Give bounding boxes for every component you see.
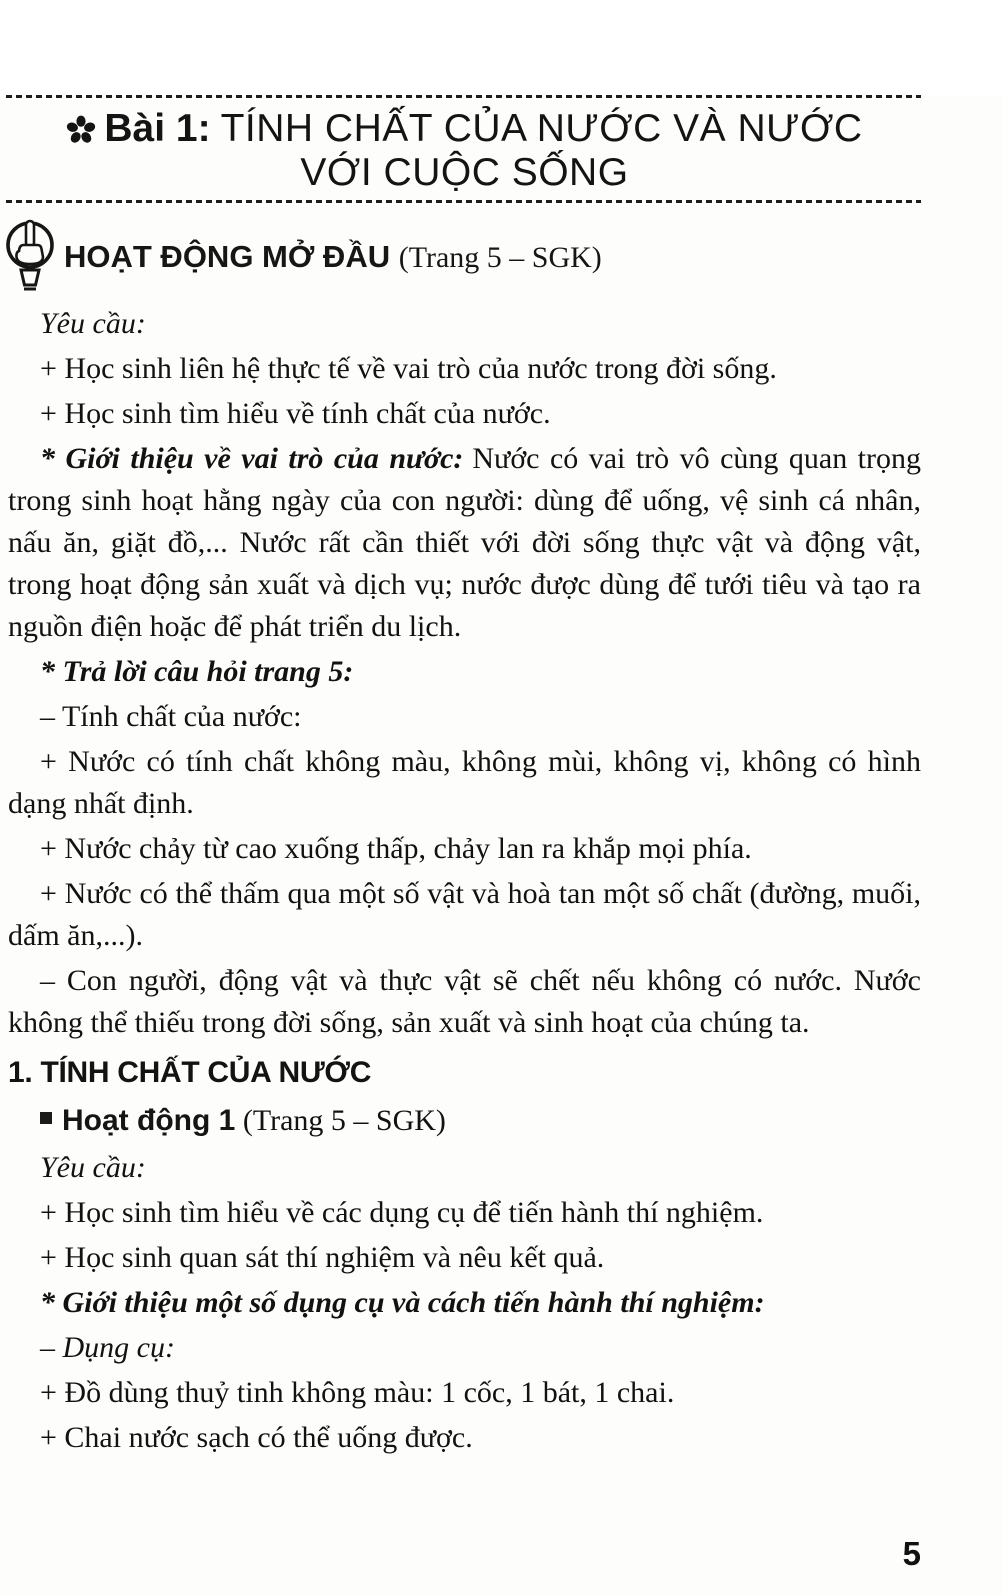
- role-paragraph: [8, 438, 921, 648]
- opening-activity-title: [64, 239, 602, 275]
- textbook-page: [0, 95, 1003, 1595]
- requirement-label: Yêu cầu:: [40, 307, 146, 340]
- lesson-number: Bài 1:: [104, 107, 211, 150]
- lesson-title-line2: VỚI CUỘC SỐNG: [300, 151, 629, 194]
- square-bullet-icon: [40, 1112, 52, 1124]
- property-item: + Nước có tính chất không màu, không mùi, không vị, không có hình dạng nhất định.: [8, 745, 921, 820]
- opening-activity-label: HOẠT ĐỘNG MỞ ĐẦU: [64, 239, 391, 274]
- flower-icon: [66, 115, 96, 145]
- bottom-dashed-rule: [6, 200, 921, 203]
- lesson-title-line1: [8, 106, 921, 152]
- tools-lead: * Giới thiệu một số dụng cụ và cách tiến hành thí nghiệm:: [40, 1286, 765, 1319]
- tools-lead-paragraph: [8, 1282, 921, 1324]
- requirement-item: + Học sinh liên hệ thực tế về vai trò của nước trong đời sống.: [40, 352, 777, 385]
- role-lead: * Giới thiệu về vai trò của nước:: [40, 442, 464, 475]
- hand-press-icon: [4, 215, 56, 299]
- tools-label: – Dụng cụ:: [40, 1331, 175, 1364]
- answer-lead: * Trả lời câu hỏi trang 5:: [40, 655, 354, 688]
- properties-intro: – Tính chất của nước:: [40, 700, 302, 733]
- tool-item: + Chai nước sạch có thể uống được.: [40, 1421, 473, 1454]
- lesson-title-text: TÍNH CHẤT CỦA NƯỚC VÀ NƯỚC: [220, 107, 863, 150]
- answer-lead-paragraph: [8, 651, 921, 693]
- activity-1-label: Hoạt động 1: [62, 1104, 236, 1137]
- page-number: 5: [902, 1535, 921, 1572]
- lesson-title: [8, 98, 921, 196]
- activity-1-page-ref: (Trang 5 – SGK): [242, 1104, 446, 1137]
- role-text: Nước có vai trò vô cùng quan trọng trong sinh hoạt hằng ngày của con người: dùng để uống, vệ sinh cá nhân, nấu ăn, giặt đồ,... Nước rất cần thiết với đời sống thực vật và động vật, trong hoạt động sản xuất và dịch vụ; nước được dùng để tưới tiêu và tạo ra nguồn điện hoặc để phát triển du lịch.: [8, 442, 921, 643]
- conclusion-paragraph: – Con người, động vật và thực vật sẽ chết nếu không có nước. Nước không thể thiếu trong đời sống, sản xuất và sinh hoạt của chúng ta.: [8, 964, 921, 1039]
- section-1-heading: 1. TÍNH CHẤT CỦA NƯỚC: [8, 1056, 372, 1089]
- property-item: + Nước chảy từ cao xuống thấp, chảy lan ra khắp mọi phía.: [40, 832, 752, 865]
- requirement-item: + Học sinh tìm hiểu về các dụng cụ để tiến hành thí nghiệm.: [40, 1196, 764, 1229]
- requirement-label: Yêu cầu:: [40, 1151, 146, 1184]
- requirement-item: + Học sinh quan sát thí nghiệm và nêu kết quả.: [40, 1241, 605, 1274]
- opening-activity-header: [8, 215, 921, 299]
- tool-item: + Đồ dùng thuỷ tinh không màu: 1 cốc, 1 bát, 1 chai.: [40, 1376, 675, 1409]
- requirement-item: + Học sinh tìm hiểu về tính chất của nước.: [40, 397, 551, 430]
- activity-1-line: [8, 1100, 921, 1142]
- opening-page-ref: (Trang 5 – SGK): [398, 241, 602, 274]
- property-item: + Nước có thể thấm qua một số vật và hoà tan một số chất (đường, muối, dấm ăn,...).: [8, 877, 921, 952]
